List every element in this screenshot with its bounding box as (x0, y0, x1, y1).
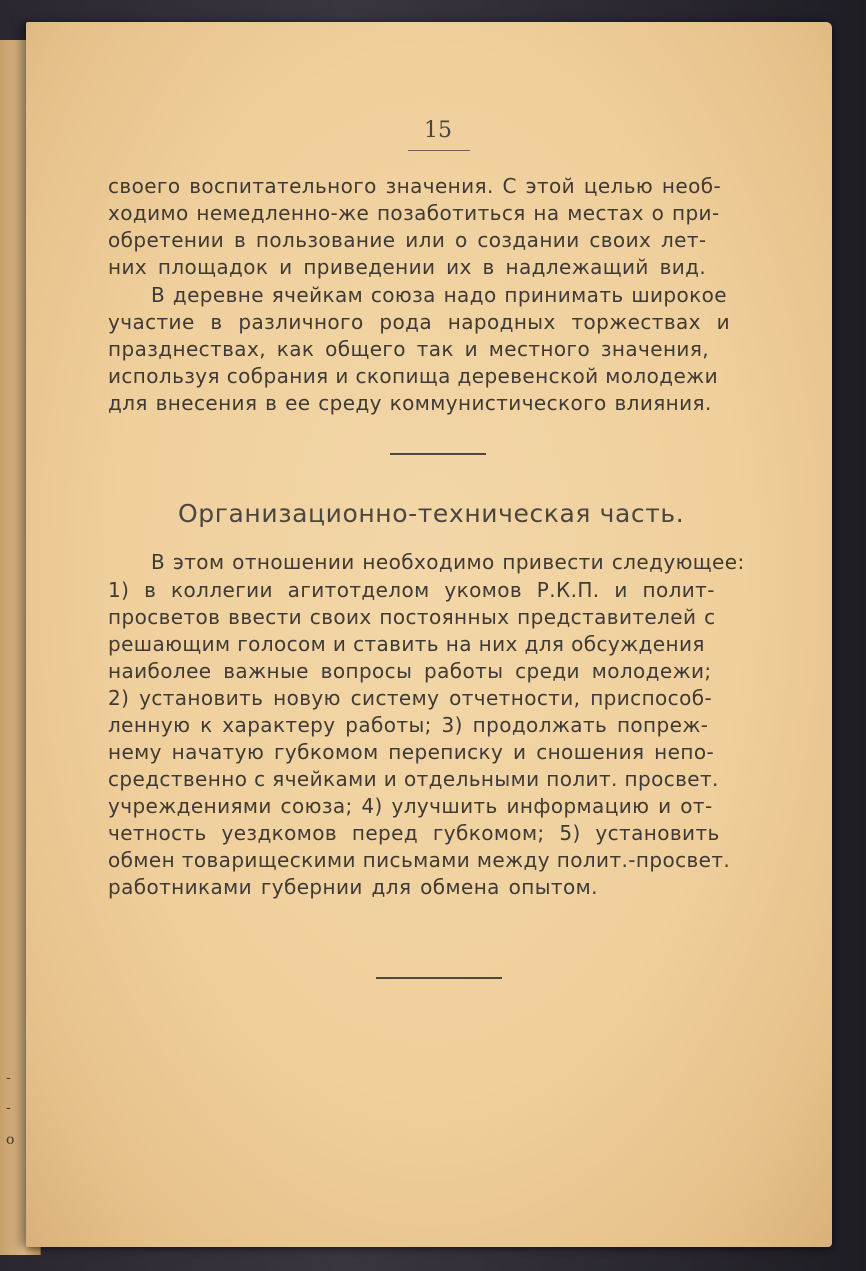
paragraph-1-line: ходимо немедленно-же позаботиться на местах о при- (108, 201, 720, 225)
end-divider (376, 977, 502, 979)
paragraph-2-line: участие в различного рода народных торжествах и (108, 310, 731, 334)
paragraph-3-line: В этом отношении необходимо привести следующее: (151, 550, 745, 574)
page-number: 15 (424, 118, 452, 143)
paragraph-3-line: 2) установить новую систему отчетности, приспособ- (108, 686, 713, 710)
paragraph-1-line: своего воспитательного значения. С этой целью необ- (108, 174, 722, 198)
paragraph-3-line: ленную к характеру работы; 3) продолжать попреж- (108, 713, 709, 737)
paragraph-3-line: просветов ввести своих постоянных представителей с (108, 605, 716, 629)
paragraph-3-line: работниками губернии для обмена опытом. (108, 875, 598, 899)
facing-page-mark: - (6, 1070, 11, 1086)
paragraph-3-line: решающим голосом и ставить на них для обсуждения (108, 632, 705, 656)
paragraph-3-line: наиболее важные вопросы работы среди молодежи; (108, 659, 712, 683)
paragraph-2-line: празднествах, как общего так и местного значения, (108, 337, 710, 361)
paragraph-3-line: учреждениями союза; 4) улучшить информацию и от- (108, 794, 713, 818)
paragraph-3-line: нему начатую губкомом переписку и сношения непо- (108, 740, 715, 764)
facing-page-mark: - (6, 1100, 11, 1116)
paragraph-1-line: обретении в пользование или о создании своих лет- (108, 228, 707, 252)
facing-page-mark: о (6, 1132, 15, 1148)
paragraph-3-line: обмен товарищескими письмами между полит.-просвет. (108, 848, 731, 872)
paragraph-3-line: 1) в коллегии агитотделом укомов Р.К.П. и полит- (108, 578, 715, 602)
paragraph-2-line: используя собрания и скопища деревенской молодежи (108, 364, 718, 388)
paragraph-2-line: В деревне ячейкам союза надо принимать широкое (151, 283, 727, 307)
section-heading: Организационно-техническая часть. (178, 499, 685, 528)
paragraph-3-line: средственно с ячейками и отдельными полит. просвет. (108, 767, 719, 791)
section-divider (390, 453, 486, 455)
paragraph-1-line: них площадок и приведении их в надлежащий вид. (108, 255, 707, 279)
page-number-underline (408, 150, 470, 151)
paragraph-2-line: для внесения в ее среду коммунистического влияния. (108, 391, 712, 415)
paragraph-3-line: четность уездкомов перед губкомом; 5) установить (108, 821, 720, 845)
